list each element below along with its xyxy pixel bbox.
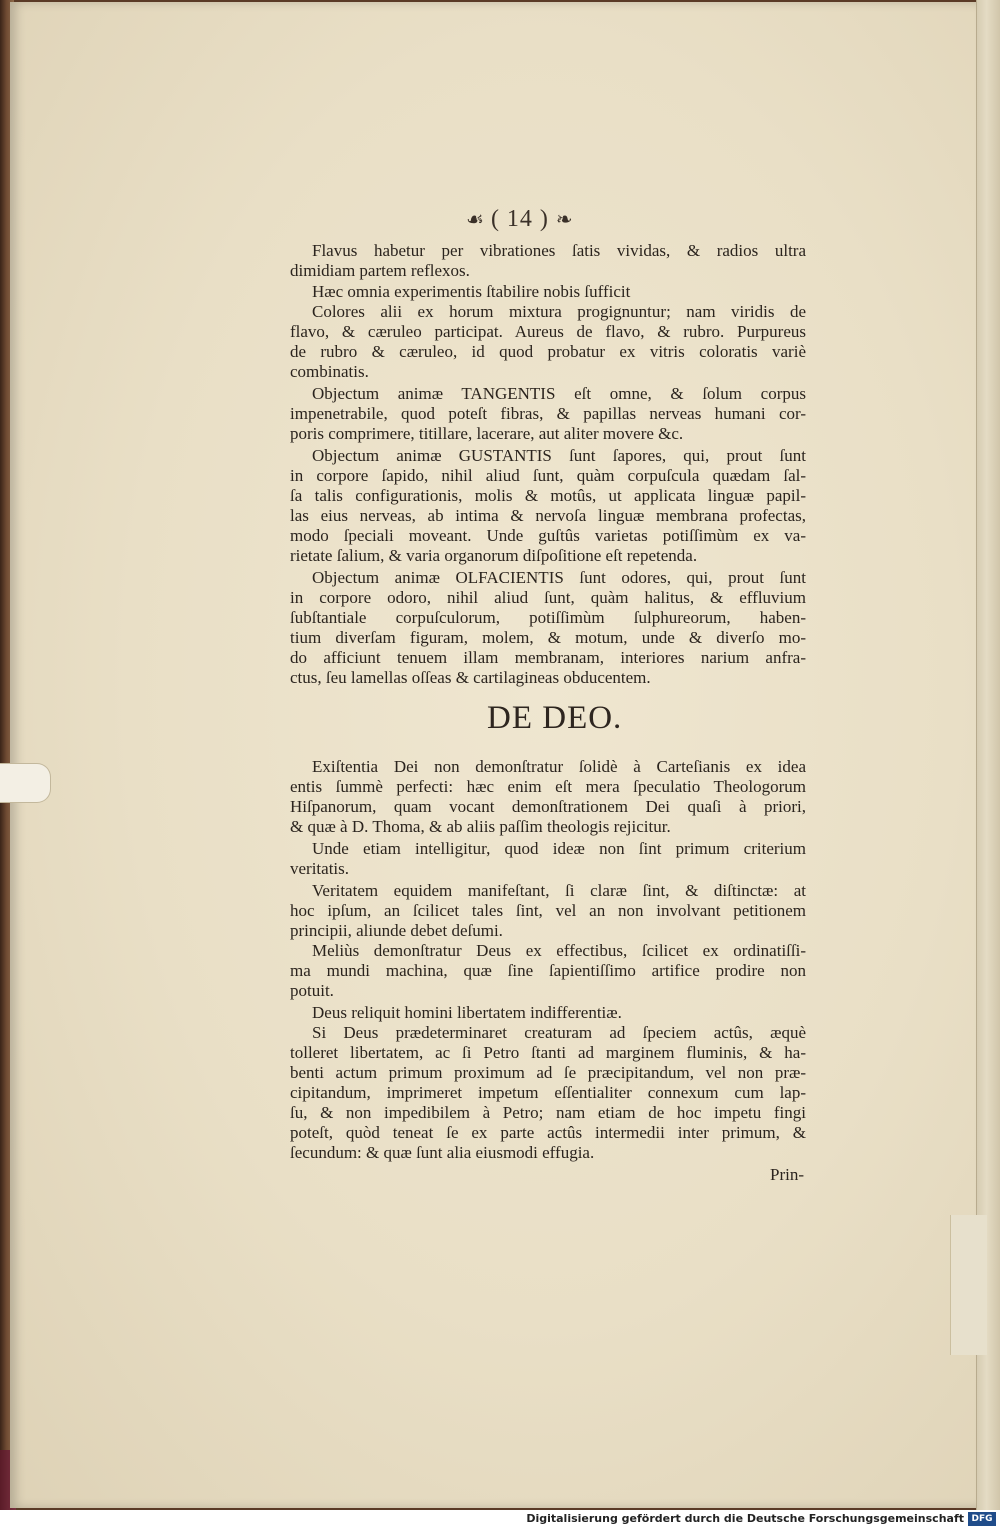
text-line: & quæ à D. Thoma, & ab aliis paſſim theologis rejicitur. — [290, 817, 671, 836]
text-line: hoc ipſum, an ſcilicet tales ſint, vel an non involvant petitionem — [290, 901, 806, 920]
text-line: Flavus habetur per vibrationes ſatis vividas, & radios ultra — [312, 241, 806, 260]
text-line: de rubro & cæruleo, id quod probatur ex vitris coloratis variè — [290, 342, 806, 361]
text-line: Hæc omnia experimentis ſtabilire nobis ſufficit — [312, 282, 631, 301]
running-head — [466, 206, 573, 233]
text-line: Deus reliquit homini libertatem indifferentiæ. — [312, 1003, 622, 1022]
text-line: Veritatem equidem manifeſtant, ſi claræ ſint, & diſtinctæ: at — [312, 881, 806, 900]
text-line: ſu, & non impedibilem à Petro; nam etiam de hoc impetu fingi — [290, 1103, 806, 1122]
ornament-right-icon: ❧ — [555, 209, 573, 231]
text-line: cipitandum, imprimeret impetum eſſentialiter connexum cum lap- — [290, 1083, 806, 1102]
text-line: combinatis. — [290, 362, 369, 381]
text-line: do afficiunt tenuem illam membranam, interiores narium anfra- — [290, 648, 806, 667]
page-clip — [0, 763, 51, 803]
dfg-logo: DFG — [968, 1512, 996, 1526]
page-number: ( 14 ) — [490, 206, 549, 232]
text-line: ctus, ſeu lamellas oſſeas & cartilagineas obducentem. — [290, 668, 651, 687]
text-line: Objectum animæ OLFACIENTIS ſunt odores, qui, prout ſunt — [312, 568, 806, 587]
footer-bar — [0, 1510, 1000, 1530]
text-line: tium diverſam figuram, molem, & motum, unde & diverſo mo- — [290, 628, 806, 647]
text-line: poteſt, quòd teneat ſe ex parte actûs intermedii inter primum, & — [290, 1123, 806, 1142]
text-line: flavo, & cæruleo participat. Aureus de flavo, & rubro. Purpureus — [290, 322, 806, 341]
text-line: Meliùs demonſtratur Deus ex effectibus, ſcilicet ex ordinatiſſi- — [312, 941, 806, 960]
text-line: ſecundum: & quæ ſunt alia eiusmodi effugia. — [290, 1143, 595, 1162]
text-line: Unde etiam intelligitur, quod ideæ non ſint primum criterium — [312, 839, 806, 858]
text-line: Exiſtentia Dei non demonſtratur ſolidè à Carteſianis ex idea — [312, 757, 806, 776]
text-line: ſa talis configurationis, molis & motûs, ut applicata linguæ papil- — [290, 486, 806, 505]
text-line: ſubſtantiale corpuſculorum, potiſſimùm ſulphureorum, haben- — [290, 608, 806, 627]
text-line: poris comprimere, titillare, lacerare, aut aliter movere &c. — [290, 424, 684, 443]
text-line: Hiſpanorum, quam vocant demonſtrationem Dei quaſi à priori, — [290, 797, 806, 816]
footer-credit: Digitalisierung gefördert durch die Deutsche Forschungsgemeinschaft — [526, 1512, 964, 1525]
text-line: principii, aliunde debet deſumi. — [290, 921, 503, 940]
text-line: benti actum primum proximum ad ſe præcipitandum, vel non præ- — [290, 1063, 806, 1082]
text-line: modo ſpeciali moveant. Unde guſtûs varietas potiſſimùm ex va- — [290, 526, 806, 545]
section-title: DE DEO. — [487, 700, 623, 736]
text-line: dimidiam partem reflexos. — [290, 261, 470, 280]
catchword: Prin- — [770, 1165, 804, 1184]
text-line: Si Deus prædeterminaret creaturam ad ſpeciem actûs, æquè — [312, 1023, 806, 1042]
text-line: ma mundi machina, quæ ſine ſapientiſſimo artifice prodire non — [290, 961, 806, 980]
text-line: potuit. — [290, 981, 334, 1000]
ornament-left-icon: ☙ — [466, 209, 484, 231]
text-line: Colores alii ex horum mixtura progignuntur; nam viridis de — [312, 302, 806, 321]
text-line: Objectum animæ TANGENTIS eſt omne, & ſolum corpus — [312, 384, 806, 403]
text-line: rietate ſalium, & varia organorum diſpoſitione eſt repetenda. — [290, 546, 698, 565]
text-line: las eius nerveas, ab intima & nervoſa linguæ membrana profectas, — [290, 506, 806, 525]
text-line: in corpore odoro, nihil aliud ſunt, quàm halitus, & effluvium — [290, 588, 806, 607]
text-line: impenetrabile, quod poteſt fibras, & papillas nerveas humani cor- — [290, 404, 806, 423]
text-line: entis ſummè perfecti: hæc enim eſt mera ſpeculatio Theologorum — [290, 777, 806, 796]
text-line: tolleret libertatem, ac ſi Petro ſtanti ad marginem fluminis, & ha- — [290, 1043, 806, 1062]
text-line: veritatis. — [290, 859, 350, 878]
text-line: Objectum animæ GUSTANTIS ſunt ſapores, qui, prout ſunt — [312, 446, 806, 465]
text-line: in corpore ſapido, nihil aliud ſunt, quàm corpuſcula quædam ſal- — [290, 466, 806, 485]
paper-tab — [950, 1215, 987, 1355]
